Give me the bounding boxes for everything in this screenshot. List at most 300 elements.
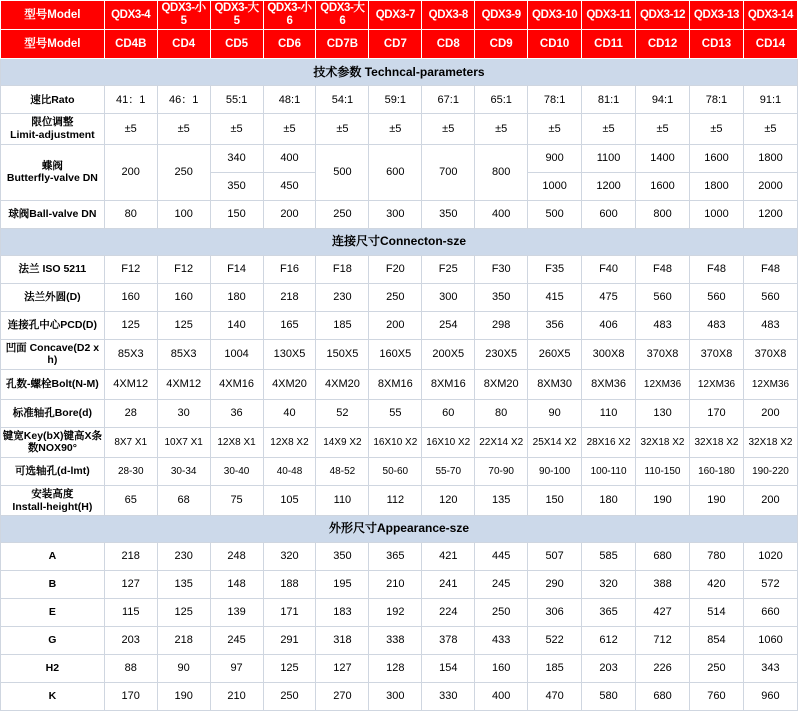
b-8: 290 [528, 571, 582, 599]
pcd-10: 483 [636, 311, 690, 339]
b-6: 241 [422, 571, 475, 599]
key-0: 8X7 X1 [104, 427, 157, 457]
concave-3: 130X5 [263, 339, 316, 369]
a-2: 248 [210, 543, 263, 571]
h2-7: 160 [475, 655, 528, 683]
bore-2: 36 [210, 399, 263, 427]
e-3: 171 [263, 599, 316, 627]
e-11: 514 [690, 599, 744, 627]
a-8: 507 [528, 543, 582, 571]
k-0: 170 [104, 683, 157, 711]
concave-7: 230X5 [475, 339, 528, 369]
flange-od-11: 560 [690, 283, 744, 311]
row-dim-a [1, 543, 798, 571]
h2-0: 88 [104, 655, 157, 683]
limit-10: ±5 [636, 114, 690, 144]
b-5: 210 [369, 571, 422, 599]
flange-od-4: 230 [316, 283, 369, 311]
e-8: 306 [528, 599, 582, 627]
header-code-2: CD5 [210, 30, 263, 59]
e-6: 224 [422, 599, 475, 627]
b-0: 127 [104, 571, 157, 599]
bolt-11: 12XM36 [690, 369, 744, 399]
k-10: 680 [636, 683, 690, 711]
row-label-limit-en: Limit-adjustment [10, 129, 95, 142]
row-label-ball: 球阀Ball-valve DN [1, 200, 105, 228]
row-label-pcd: 连接孔中心PCD(D) [1, 311, 105, 339]
limit-6: ±5 [422, 114, 475, 144]
flange-iso-4: F18 [316, 255, 369, 283]
butterfly-12-upper: 1800 [743, 144, 797, 172]
e-0: 115 [104, 599, 157, 627]
h2-11: 250 [690, 655, 744, 683]
butterfly-8-lower: 1000 [528, 172, 582, 200]
optional-bore-6: 55-70 [422, 458, 475, 486]
flange-iso-7: F30 [475, 255, 528, 283]
limit-11: ±5 [690, 114, 744, 144]
ball-7: 400 [475, 200, 528, 228]
k-9: 580 [582, 683, 636, 711]
g-10: 712 [636, 627, 690, 655]
section-title-connection: 连接尺寸Connecton-sze [1, 228, 798, 255]
row-label-limit [1, 114, 105, 144]
row-label-flange-iso: 法兰 ISO 5211 [1, 255, 105, 283]
key-11: 32X18 X2 [690, 427, 744, 457]
key-8: 25X14 X2 [528, 427, 582, 457]
row-optional-bore [1, 458, 798, 486]
e-7: 250 [475, 599, 528, 627]
section-row-technical [1, 59, 798, 86]
install-height-12: 200 [743, 486, 797, 516]
butterfly-9-upper: 1100 [582, 144, 636, 172]
optional-bore-10: 110-150 [636, 458, 690, 486]
a-1: 230 [157, 543, 210, 571]
row-label-install-height-cn: 安装高度 [31, 488, 74, 500]
h2-5: 128 [369, 655, 422, 683]
key-7: 22X14 X2 [475, 427, 528, 457]
concave-5: 160X5 [369, 339, 422, 369]
b-11: 420 [690, 571, 744, 599]
row-label-h2: H2 [1, 655, 105, 683]
ball-4: 250 [316, 200, 369, 228]
flange-iso-0: F12 [104, 255, 157, 283]
k-7: 400 [475, 683, 528, 711]
a-10: 680 [636, 543, 690, 571]
install-height-9: 180 [582, 486, 636, 516]
pcd-2: 140 [210, 311, 263, 339]
butterfly-11-lower: 1800 [690, 172, 744, 200]
butterfly-9-lower: 1200 [582, 172, 636, 200]
key-2: 12X8 X1 [210, 427, 263, 457]
header-label-model: 型号Model [1, 1, 105, 30]
header-code-6: CD8 [422, 30, 475, 59]
row-label-ratio: 速比Rato [1, 86, 105, 114]
bolt-7: 8XM20 [475, 369, 528, 399]
h2-8: 185 [528, 655, 582, 683]
bore-12: 200 [743, 399, 797, 427]
optional-bore-11: 160-180 [690, 458, 744, 486]
pcd-8: 356 [528, 311, 582, 339]
flange-od-6: 300 [422, 283, 475, 311]
header-model-0: QDX3-4 [104, 1, 157, 30]
ratio-10: 94:1 [636, 86, 690, 114]
key-5: 16X10 X2 [369, 427, 422, 457]
ball-6: 350 [422, 200, 475, 228]
b-4: 195 [316, 571, 369, 599]
ball-0: 80 [104, 200, 157, 228]
section-row-connection [1, 228, 798, 255]
a-0: 218 [104, 543, 157, 571]
header-model-11: QDX3-13 [690, 1, 744, 30]
flange-iso-3: F16 [263, 255, 316, 283]
flange-od-7: 350 [475, 283, 528, 311]
butterfly-0: 200 [104, 144, 157, 200]
pcd-12: 483 [743, 311, 797, 339]
concave-1: 85X3 [157, 339, 210, 369]
ball-11: 1000 [690, 200, 744, 228]
flange-iso-5: F20 [369, 255, 422, 283]
ball-1: 100 [157, 200, 210, 228]
row-label-e: E [1, 599, 105, 627]
pcd-5: 200 [369, 311, 422, 339]
ratio-7: 65:1 [475, 86, 528, 114]
concave-4: 150X5 [316, 339, 369, 369]
row-label-butterfly [1, 144, 105, 200]
k-2: 210 [210, 683, 263, 711]
ball-8: 500 [528, 200, 582, 228]
key-9: 28X16 X2 [582, 427, 636, 457]
flange-iso-10: F48 [636, 255, 690, 283]
row-limit-adjustment [1, 114, 798, 144]
a-9: 585 [582, 543, 636, 571]
g-6: 378 [422, 627, 475, 655]
g-3: 291 [263, 627, 316, 655]
g-0: 203 [104, 627, 157, 655]
ball-5: 300 [369, 200, 422, 228]
bore-11: 170 [690, 399, 744, 427]
flange-od-0: 160 [104, 283, 157, 311]
a-7: 445 [475, 543, 528, 571]
install-height-3: 105 [263, 486, 316, 516]
butterfly-11-upper: 1600 [690, 144, 744, 172]
optional-bore-5: 50-60 [369, 458, 422, 486]
h2-9: 203 [582, 655, 636, 683]
k-11: 760 [690, 683, 744, 711]
h2-6: 154 [422, 655, 475, 683]
concave-8: 260X5 [528, 339, 582, 369]
key-6: 16X10 X2 [422, 427, 475, 457]
butterfly-6: 700 [422, 144, 475, 200]
row-label-b: B [1, 571, 105, 599]
row-label-limit-cn: 限位调整 [31, 116, 74, 129]
key-12: 32X18 X2 [743, 427, 797, 457]
header-model-3: QDX3-小6 [263, 1, 316, 30]
ratio-5: 59:1 [369, 86, 422, 114]
a-5: 365 [369, 543, 422, 571]
concave-12: 370X8 [743, 339, 797, 369]
ratio-2: 55:1 [210, 86, 263, 114]
flange-iso-11: F48 [690, 255, 744, 283]
bolt-9: 8XM36 [582, 369, 636, 399]
bore-8: 90 [528, 399, 582, 427]
key-3: 12X8 X2 [263, 427, 316, 457]
concave-0: 85X3 [104, 339, 157, 369]
table-header-row-code [1, 30, 798, 59]
row-key [1, 427, 798, 457]
ratio-6: 67:1 [422, 86, 475, 114]
bore-6: 60 [422, 399, 475, 427]
row-concave [1, 339, 798, 369]
row-label-install-height [1, 486, 105, 516]
optional-bore-8: 90-100 [528, 458, 582, 486]
install-height-6: 120 [422, 486, 475, 516]
optional-bore-1: 30-34 [157, 458, 210, 486]
key-10: 32X18 X2 [636, 427, 690, 457]
h2-2: 97 [210, 655, 263, 683]
header-code-3: CD6 [263, 30, 316, 59]
ratio-8: 78:1 [528, 86, 582, 114]
bore-4: 52 [316, 399, 369, 427]
bore-10: 130 [636, 399, 690, 427]
limit-2: ±5 [210, 114, 263, 144]
header-model-2: QDX3-大5 [210, 1, 263, 30]
header-model-9: QDX3-11 [582, 1, 636, 30]
bolt-5: 8XM16 [369, 369, 422, 399]
flange-od-5: 250 [369, 283, 422, 311]
flange-od-3: 218 [263, 283, 316, 311]
ratio-12: 91:1 [743, 86, 797, 114]
bore-9: 110 [582, 399, 636, 427]
header-code-5: CD7 [369, 30, 422, 59]
row-dim-h2 [1, 655, 798, 683]
b-1: 135 [157, 571, 210, 599]
e-2: 139 [210, 599, 263, 627]
header-code-9: CD11 [582, 30, 636, 59]
e-10: 427 [636, 599, 690, 627]
butterfly-1: 250 [157, 144, 210, 200]
bolt-4: 4XM20 [316, 369, 369, 399]
limit-7: ±5 [475, 114, 528, 144]
header-code-11: CD13 [690, 30, 744, 59]
pcd-9: 406 [582, 311, 636, 339]
e-4: 183 [316, 599, 369, 627]
butterfly-5: 600 [369, 144, 422, 200]
header-model-12: QDX3-14 [743, 1, 797, 30]
section-title-appearance: 外形尺寸Appearance-sze [1, 516, 798, 543]
flange-iso-9: F40 [582, 255, 636, 283]
ball-3: 200 [263, 200, 316, 228]
install-height-0: 65 [104, 486, 157, 516]
ball-12: 1200 [743, 200, 797, 228]
butterfly-2-upper: 340 [210, 144, 263, 172]
ratio-1: 46：1 [157, 86, 210, 114]
butterfly-10-lower: 1600 [636, 172, 690, 200]
row-flange-iso [1, 255, 798, 283]
b-9: 320 [582, 571, 636, 599]
row-label-install-height-en: Install-height(H) [12, 500, 93, 513]
bore-1: 30 [157, 399, 210, 427]
optional-bore-3: 40-48 [263, 458, 316, 486]
flange-od-8: 415 [528, 283, 582, 311]
install-height-2: 75 [210, 486, 263, 516]
header-model-6: QDX3-8 [422, 1, 475, 30]
ratio-0: 41：1 [104, 86, 157, 114]
header-label-model-2: 型号Model [1, 30, 105, 59]
key-4: 14X9 X2 [316, 427, 369, 457]
bolt-2: 4XM16 [210, 369, 263, 399]
e-5: 192 [369, 599, 422, 627]
g-9: 612 [582, 627, 636, 655]
row-label-g: G [1, 627, 105, 655]
bore-0: 28 [104, 399, 157, 427]
pcd-3: 165 [263, 311, 316, 339]
install-height-7: 135 [475, 486, 528, 516]
optional-bore-9: 100-110 [582, 458, 636, 486]
key-1: 10X7 X1 [157, 427, 210, 457]
b-7: 245 [475, 571, 528, 599]
concave-11: 370X8 [690, 339, 744, 369]
k-5: 300 [369, 683, 422, 711]
optional-bore-0: 28-30 [104, 458, 157, 486]
row-label-k: K [1, 683, 105, 711]
bolt-6: 8XM16 [422, 369, 475, 399]
row-label-a: A [1, 543, 105, 571]
row-pcd [1, 311, 798, 339]
bolt-12: 12XM36 [743, 369, 797, 399]
header-code-1: CD4 [157, 30, 210, 59]
e-9: 365 [582, 599, 636, 627]
b-10: 388 [636, 571, 690, 599]
optional-bore-7: 70-90 [475, 458, 528, 486]
install-height-10: 190 [636, 486, 690, 516]
butterfly-3-lower: 450 [263, 172, 316, 200]
bore-5: 55 [369, 399, 422, 427]
limit-12: ±5 [743, 114, 797, 144]
h2-3: 125 [263, 655, 316, 683]
install-height-8: 150 [528, 486, 582, 516]
b-3: 188 [263, 571, 316, 599]
concave-6: 200X5 [422, 339, 475, 369]
ratio-3: 48:1 [263, 86, 316, 114]
header-code-7: CD9 [475, 30, 528, 59]
h2-10: 226 [636, 655, 690, 683]
header-code-10: CD12 [636, 30, 690, 59]
h2-1: 90 [157, 655, 210, 683]
row-butterfly-upper [1, 144, 798, 172]
k-4: 270 [316, 683, 369, 711]
install-height-1: 68 [157, 486, 210, 516]
row-label-bolt: 孔数-螺栓Bolt(N-M) [1, 369, 105, 399]
g-8: 522 [528, 627, 582, 655]
flange-od-1: 160 [157, 283, 210, 311]
a-3: 320 [263, 543, 316, 571]
pcd-4: 185 [316, 311, 369, 339]
butterfly-2-lower: 350 [210, 172, 263, 200]
pcd-11: 483 [690, 311, 744, 339]
limit-8: ±5 [528, 114, 582, 144]
bolt-10: 12XM36 [636, 369, 690, 399]
pcd-7: 298 [475, 311, 528, 339]
g-12: 1060 [743, 627, 797, 655]
flange-od-9: 475 [582, 283, 636, 311]
g-11: 854 [690, 627, 744, 655]
limit-9: ±5 [582, 114, 636, 144]
butterfly-4: 500 [316, 144, 369, 200]
butterfly-8-upper: 900 [528, 144, 582, 172]
k-3: 250 [263, 683, 316, 711]
h2-12: 343 [743, 655, 797, 683]
g-2: 245 [210, 627, 263, 655]
k-1: 190 [157, 683, 210, 711]
k-8: 470 [528, 683, 582, 711]
flange-iso-12: F48 [743, 255, 797, 283]
row-label-concave: 凹面 Concave(D2 x h) [1, 339, 105, 369]
ball-10: 800 [636, 200, 690, 228]
optional-bore-12: 190-220 [743, 458, 797, 486]
row-label-bore: 标准轴孔Bore(d) [1, 399, 105, 427]
limit-1: ±5 [157, 114, 210, 144]
row-label-optional-bore: 可选轴孔(d-lmt) [1, 458, 105, 486]
row-dim-k [1, 683, 798, 711]
a-6: 421 [422, 543, 475, 571]
bolt-1: 4XM12 [157, 369, 210, 399]
row-label-flange-od: 法兰外圆(D) [1, 283, 105, 311]
a-12: 1020 [743, 543, 797, 571]
concave-10: 370X8 [636, 339, 690, 369]
row-dim-g [1, 627, 798, 655]
header-code-0: CD4B [104, 30, 157, 59]
g-4: 318 [316, 627, 369, 655]
bolt-0: 4XM12 [104, 369, 157, 399]
e-12: 660 [743, 599, 797, 627]
ratio-9: 81:1 [582, 86, 636, 114]
bore-3: 40 [263, 399, 316, 427]
install-height-4: 110 [316, 486, 369, 516]
header-code-8: CD10 [528, 30, 582, 59]
flange-od-12: 560 [743, 283, 797, 311]
a-4: 350 [316, 543, 369, 571]
ratio-4: 54:1 [316, 86, 369, 114]
row-install-height [1, 486, 798, 516]
concave-9: 300X8 [582, 339, 636, 369]
g-1: 218 [157, 627, 210, 655]
header-code-12: CD14 [743, 30, 797, 59]
optional-bore-4: 48-52 [316, 458, 369, 486]
butterfly-10-upper: 1400 [636, 144, 690, 172]
bore-7: 80 [475, 399, 528, 427]
limit-0: ±5 [104, 114, 157, 144]
g-5: 338 [369, 627, 422, 655]
row-bolt [1, 369, 798, 399]
h2-4: 127 [316, 655, 369, 683]
header-model-4: QDX3-大6 [316, 1, 369, 30]
butterfly-3-upper: 400 [263, 144, 316, 172]
flange-iso-8: F35 [528, 255, 582, 283]
ratio-11: 78:1 [690, 86, 744, 114]
a-11: 780 [690, 543, 744, 571]
row-label-butterfly-en: Butterfly-valve DN [6, 172, 98, 185]
section-title-technical: 技术参数 Techncal-parameters [1, 59, 798, 86]
bolt-8: 8XM30 [528, 369, 582, 399]
install-height-11: 190 [690, 486, 744, 516]
limit-5: ±5 [369, 114, 422, 144]
limit-3: ±5 [263, 114, 316, 144]
pcd-6: 254 [422, 311, 475, 339]
section-row-appearance [1, 516, 798, 543]
flange-iso-6: F25 [422, 255, 475, 283]
row-dim-b [1, 571, 798, 599]
header-model-7: QDX3-9 [475, 1, 528, 30]
